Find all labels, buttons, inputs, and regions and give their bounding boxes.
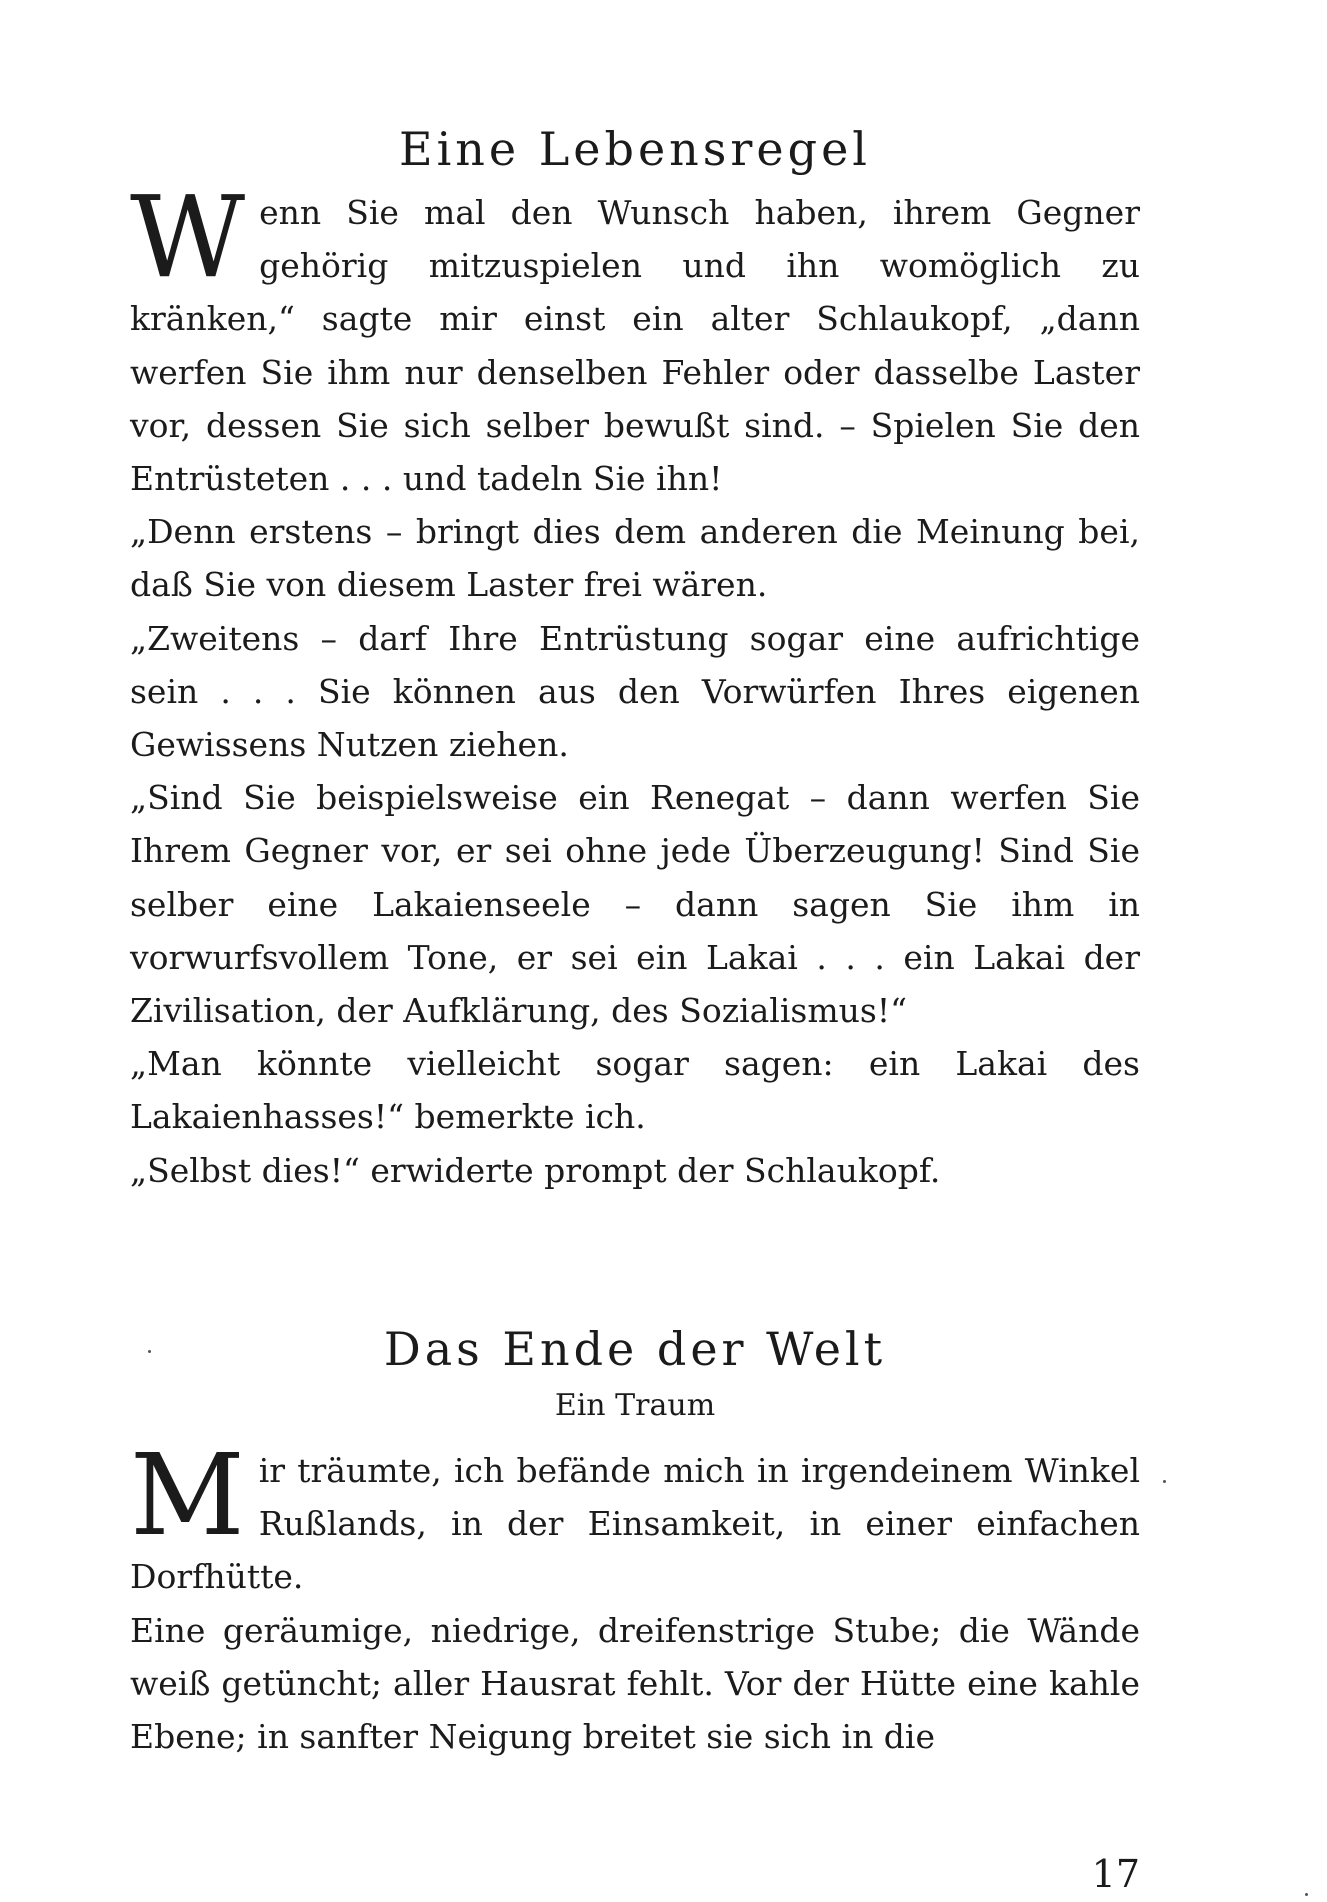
- paragraph: Eine geräumige, niedrige, dreifenstrige Stube; die Wände weiß getüncht; aller Hausrat fehlt. Vor der Hütte eine kahle Ebene; in sanfter Neigung breitet sie sich in die: [130, 1610, 1140, 1757]
- section-eine-lebensregel: [130, 118, 1140, 1197]
- section-title: Eine Lebensregel: [398, 122, 872, 176]
- section-subtitle: Ein Traum: [554, 1388, 716, 1423]
- drop-cap: M: [130, 1431, 245, 1561]
- paragraph: „Man könnte vielleicht sogar sagen: ein Lakai des Lakaienhasses!“ bemerkte ich.: [130, 1044, 1140, 1137]
- paragraph-text: ir träumte, ich befände mich in irgendeinem Winkel Rußlands, in der Einsamkeit, in einer einfachen Dorfhütte.: [130, 1451, 1140, 1597]
- paper-speck: [1163, 1480, 1166, 1483]
- paragraph: „Sind Sie beispielsweise ein Renegat – dann werfen Sie Ihrem Gegner vor, er sei ohne jede Überzeugung! Sind Sie selber eine Lakaienseele – dann sagen Sie ihm in vorwurfsvollem Tone, er sei ein Lakai . . . ein Lakai der Zivilisation, der Aufklärung, des Sozialismus!“: [130, 778, 1140, 1031]
- section-title: Das Ende der Welt: [383, 1322, 887, 1376]
- paper-speck: [1305, 1893, 1308, 1896]
- paragraph-text: enn Sie mal den Wunsch haben, ihrem Gegner gehörig mitzuspielen und ihn womöglich zu kränken,“ sagte mir einst ein alter Schlaukopf, „dann werfen Sie ihm nur denselben Fehler oder dasselbe Laster vor, dessen Sie sich selber bewußt sind. – Spielen Sie den Entrüsteten . . . und tadeln Sie ihn!: [130, 193, 1140, 499]
- paragraph: [130, 173, 1140, 505]
- paragraph: [130, 1431, 1140, 1604]
- drop-cap: W: [130, 173, 246, 303]
- page-number: 17: [1091, 1852, 1140, 1896]
- paragraph: „Selbst dies!“ erwiderte prompt der Schlaukopf.: [130, 1150, 941, 1190]
- paragraph: „Denn erstens – bringt dies dem anderen die Meinung bei, daß Sie von diesem Laster frei wären.: [130, 512, 1140, 605]
- paragraph: „Zweitens – darf Ihre Entrüstung sogar eine aufrichtige sein . . . Sie können aus den Vorwürfen Ihres eigenen Gewissens Nutzen ziehen.: [130, 618, 1140, 765]
- paper-speck: [148, 1350, 151, 1353]
- section-das-ende-der-welt: [130, 1318, 1140, 1763]
